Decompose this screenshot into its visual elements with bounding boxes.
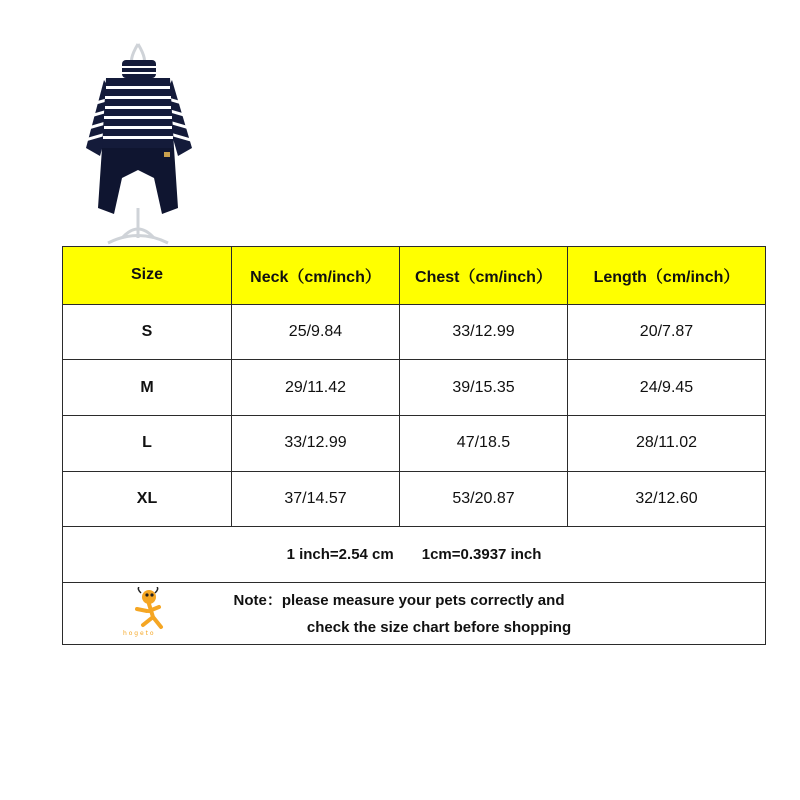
length-cell: 28/11.02 <box>568 416 766 472</box>
size-chart-table <box>62 246 766 645</box>
note-line-2: check the size chart before shopping <box>306 618 572 636</box>
header-neck: Neck（cm/inch） <box>232 247 400 305</box>
size-cell: XL <box>63 471 232 527</box>
table-row <box>63 471 766 527</box>
chest-cell: 39/15.35 <box>400 360 568 416</box>
header-chest: Chest（cm/inch） <box>400 247 568 305</box>
chest-cell: 53/20.87 <box>400 471 568 527</box>
size-cell: M <box>63 360 232 416</box>
neck-cell: 37/14.57 <box>232 471 400 527</box>
length-cell: 24/9.45 <box>568 360 766 416</box>
size-cell: L <box>63 416 232 472</box>
table-row <box>63 360 766 416</box>
header-size: Size <box>63 247 232 305</box>
svg-text:h o g e t o: h o g e t o <box>123 630 154 638</box>
conversion-row <box>63 527 766 583</box>
size-cell: S <box>63 304 232 360</box>
header-length: Length（cm/inch） <box>568 247 766 305</box>
inch-conversion: 1 inch=2.54 cm <box>286 546 394 564</box>
length-cell: 20/7.87 <box>568 304 766 360</box>
neck-cell: 29/11.42 <box>232 360 400 416</box>
chest-cell: 33/12.99 <box>400 304 568 360</box>
note-line-1: Note：please measure your pets correctly and <box>233 591 565 609</box>
table-row <box>63 304 766 360</box>
running-dog-logo-icon <box>119 587 175 639</box>
note-row <box>63 583 766 645</box>
table-header-row <box>63 247 766 305</box>
note-cell <box>63 583 766 645</box>
neck-cell: 33/12.99 <box>232 416 400 472</box>
chest-cell: 47/18.5 <box>400 416 568 472</box>
length-cell: 32/12.60 <box>568 471 766 527</box>
table-row <box>63 416 766 472</box>
conversion-cell <box>63 527 766 583</box>
striped-pet-jumpsuit-icon <box>78 38 198 248</box>
cm-conversion: 1cm=0.3937 inch <box>421 546 542 564</box>
neck-cell: 25/9.84 <box>232 304 400 360</box>
